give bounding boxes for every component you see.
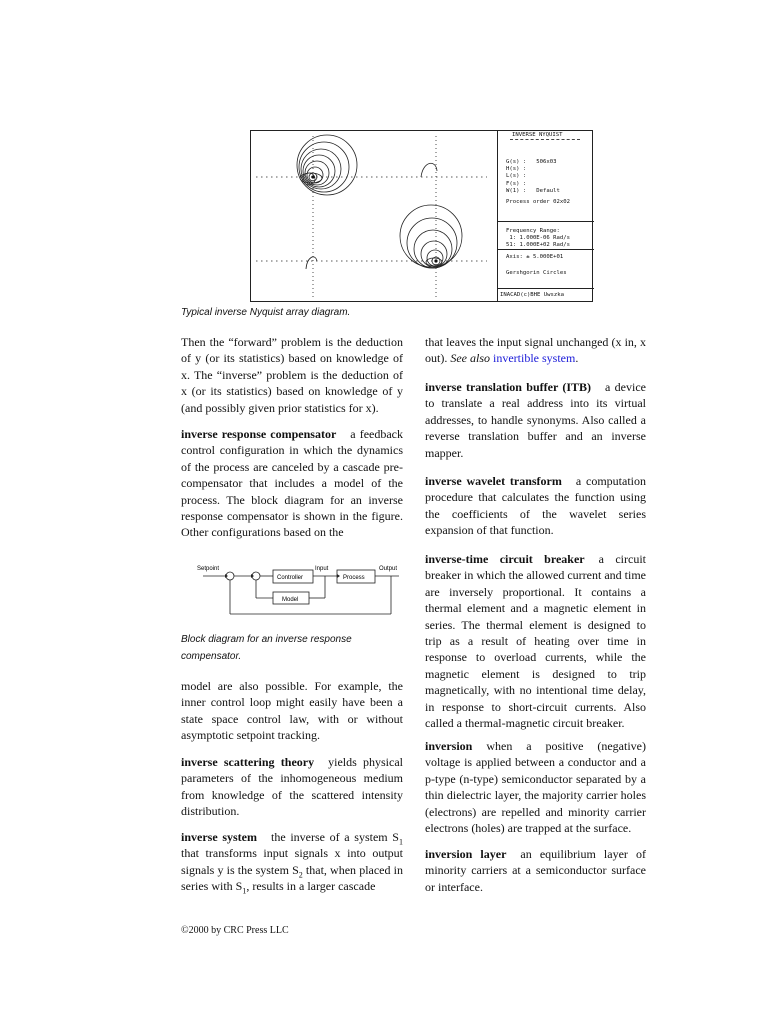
invertible-system-link[interactable]: invertible system bbox=[493, 351, 576, 366]
block-diagram-svg bbox=[181, 558, 403, 620]
gershgorin-label: Gershgorin Circles bbox=[506, 270, 567, 276]
entry-inverse-scattering-theory bbox=[181, 754, 403, 820]
subscript: 2 bbox=[298, 870, 303, 880]
entry-definition: yields physical parameters of the inhomogeneous medium from knowledge of the scattered intensity distribution. bbox=[181, 755, 403, 819]
controller-block: Controller bbox=[277, 575, 304, 581]
paragraph-continuation bbox=[425, 334, 646, 367]
input-label: Input bbox=[315, 566, 329, 572]
subscript: 1 bbox=[242, 886, 247, 896]
setpoint-label: Setpoint bbox=[197, 566, 220, 572]
model-block: Model bbox=[282, 597, 299, 603]
see-also: See also bbox=[450, 351, 490, 366]
entry-inverse-wavelet-transform bbox=[425, 473, 646, 539]
output-label: Output bbox=[379, 566, 398, 572]
nyquist-plot bbox=[251, 131, 497, 301]
panel-footer: INACAD(c)BHE Uwszka bbox=[500, 292, 564, 298]
title-divider bbox=[510, 139, 580, 140]
entry-inversion-layer bbox=[425, 846, 646, 895]
panel-title: INVERSE NYQUIST bbox=[512, 132, 563, 138]
panel-divider bbox=[498, 249, 594, 250]
entry-definition: a feedback control configuration in which the dynamics of the process are canceled by a cascade pre-compensator that includes a model of the process. The block diagram for an inverse response compensator is shown in the figure. Other configurations based on the bbox=[181, 427, 403, 540]
nyquist-caption: Typical inverse Nyquist array diagram. bbox=[181, 307, 351, 318]
entry-term: inversion bbox=[425, 739, 473, 753]
entry-term: inverse scattering theory bbox=[181, 755, 315, 769]
entry-definition: a circuit breaker in which the allowed current and time are inversely proportional. It contains a thermal element and a magnetic element in series. The thermal element is designed to trip as a result of heating over time in response to overload currents, while the magnetic element is designed to trip magnetically, with no intentional time delay, in response to short-circuit currents. Also called a thermal-magnetic circuit breaker. bbox=[425, 552, 646, 731]
entry-inverse-translation-buffer bbox=[425, 379, 646, 461]
entry-inversion bbox=[425, 738, 646, 836]
entry-term: inversion layer bbox=[425, 847, 507, 861]
nyquist-figure bbox=[250, 130, 593, 302]
transfer-functions: G(s) : 506x03 H(s) : L(s) : F(s) : W(1) : Default bbox=[506, 159, 560, 194]
block-diagram bbox=[181, 558, 403, 620]
frequency-range: Frequency Range: 1: 1.000E-06 Rad/s 51: 1.000E+02 Rad/s bbox=[506, 228, 570, 249]
process-block: Process bbox=[343, 575, 365, 581]
panel-divider bbox=[498, 221, 594, 222]
period: . bbox=[575, 351, 579, 366]
entry-definition: that transforms input signals x into output signals y is the system S bbox=[181, 846, 403, 877]
block-diagram-caption: Block diagram for an inverse response compensator. bbox=[181, 634, 352, 662]
panel-divider bbox=[498, 288, 594, 289]
entry-definition: an equilibrium layer of minority carriers at a semiconductor surface or interface. bbox=[425, 847, 646, 894]
axis-range: Axis: ± 5.000E+01 bbox=[506, 254, 564, 260]
copyright-footer: ©2000 by CRC Press LLC bbox=[181, 925, 289, 936]
process-order: Process order 02x02 bbox=[506, 199, 570, 205]
entry-term: inverse translation buffer (ITB) bbox=[425, 380, 592, 394]
entry-definition: that, when placed in series with S bbox=[181, 862, 403, 894]
entry-inverse-time-circuit-breaker bbox=[425, 551, 646, 731]
continuation-text: that leaves the input signal unchanged (x in, x out). bbox=[425, 335, 646, 366]
entry-definition: , results in a larger cascade bbox=[246, 879, 376, 894]
paragraph-forward-inverse: Then the “forward” problem is the deduction of y (or its statistics) based on knowledge of x. The “inverse” problem is the deduction of x (or its statistics) based on knowledge of y (and possibly given prior statistics for x). bbox=[181, 335, 403, 415]
entry-definition: a device to translate a real address into its virtual addresses, to handle synonyms. Also called a reverse translation buffer and an inverse mapper. bbox=[425, 380, 646, 460]
entry-term: inverse response compensator bbox=[181, 427, 337, 441]
entry-definition: when a positive (negative) voltage is applied between a conductor and a p-type (n-type) semiconductor separated by a thin dielectric layer, the majority carrier holes (electrons) are repelled and minority carrier electrons (holes) are trapped at the surface. bbox=[425, 739, 646, 836]
entry-term: inverse-time circuit breaker bbox=[425, 552, 585, 566]
entry-definition: a computation procedure that calculates the function using the coefficients of the wavelet series expansion of that function. bbox=[425, 474, 646, 538]
paragraph-model-variants: model are also possible. For example, the inner control loop might easily have been a state space control law, with or without asymptotic setpoint tracking. bbox=[181, 679, 403, 743]
entry-term: inverse system bbox=[181, 830, 257, 844]
nyquist-info-panel bbox=[497, 131, 594, 301]
entry-term: inverse wavelet transform bbox=[425, 474, 562, 488]
subscript: 1 bbox=[398, 837, 403, 847]
entry-inverse-response-compensator bbox=[181, 426, 403, 541]
entry-definition: the inverse of a system S bbox=[270, 830, 399, 844]
entry-inverse-system bbox=[181, 829, 403, 895]
